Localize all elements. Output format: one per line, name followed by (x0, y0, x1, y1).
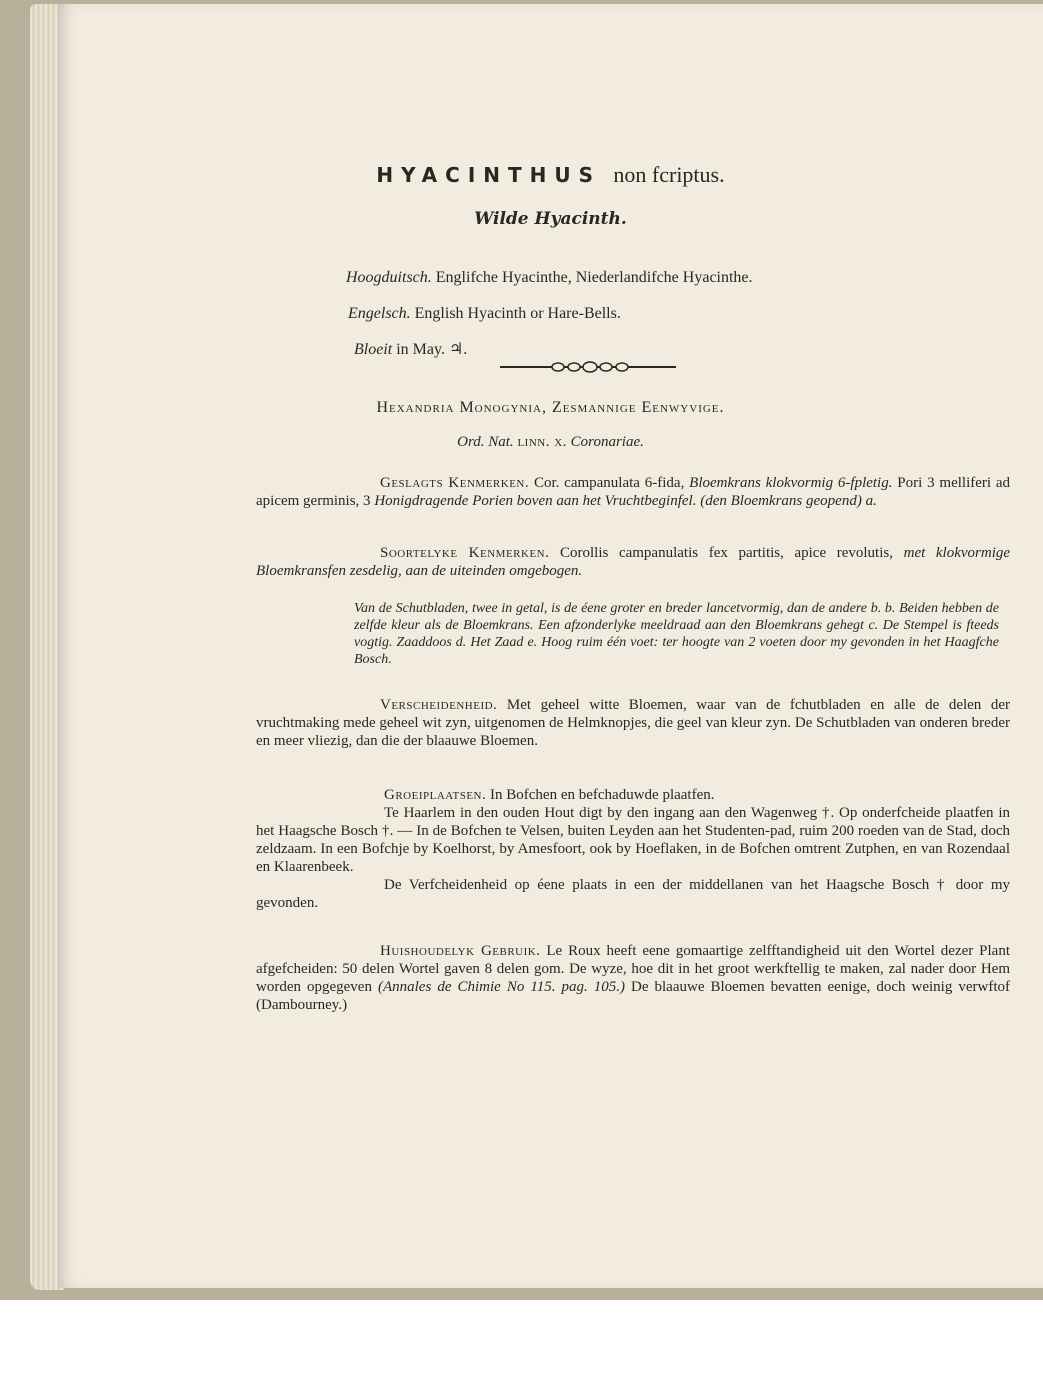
latin-text: Corollis campanulatis fex partitis, apice revolutis, (560, 545, 893, 561)
page-title (58, 162, 1043, 188)
name-label: Bloeit (354, 341, 393, 358)
dutch-text: Honigdragende Porien boven aan het Vruchtbeginfel. (den Bloemkrans geopend) a. (374, 493, 877, 509)
section-text: Le Roux heeft eene gomaartige zelfftandigheid uit den Wortel dezer Plant afgefcheiden: 50 delen Wortel gaven 8 delen gom. De wyze, hoe dit in het groot werkftellig te maken, zal nader door Hem worden opgegeven (256, 943, 1010, 995)
page-subtitle: Wilde Hyacinth. (474, 209, 627, 229)
household-use-section (256, 942, 1010, 1014)
ornament-divider (498, 360, 678, 374)
order-linn: linn. x. (517, 434, 567, 450)
habitat-locations: Te Haarlem in den ouden Hout digt by den ingang aan den Wagenweg †. Op onderfcheide plaatfen in het Haagsche Bosch †. — In de Bofchen te Velsen, buiten Leyden aan het Studenten-pad, ruim 200 roeden van de Stad, doch zeldzaam. In een Bofchje by Koelhorst, by Amesfoort, ook by Hoeflaken, in de Bofchen omtrent Zutphen, en van Rozendaal en Klaarenbeek. (256, 805, 1010, 875)
habitat-section (256, 786, 1010, 912)
section-text: De blaauwe Bloemen bevatten eenige, doch weinig verwftof (Dambourney.) (256, 979, 1010, 1013)
title-species: non fcriptus. (613, 162, 725, 187)
title-genus: HYACINTHUS (376, 163, 602, 187)
description-note: Van de Schutbladen, twee in getal, is de éene groter en breder lancetvormig, dan de andere b. b. Beiden hebben de zelfde kleur als de Bloemkrans. Een afzonderlyke meeldraad aan den Bloemkrans gehegt c. De Stempel is fteeds vogtig. Zaaddoos d. Het Zaad e. Hoog ruim één voet: ter hoogte van 2 voeten door my gevonden in het Haagfche Bosch. (354, 601, 999, 667)
section-head: Verscheidenheid. (380, 697, 498, 713)
classification: Hexandria Monogynia, Zesmannige Eenwyvige. (376, 399, 725, 416)
dutch-text: met klokvormige Bloemkransfen zesdelig, aan de uiteinden omgebogen. (256, 545, 1011, 579)
genus-characters (256, 474, 1010, 510)
section-text: Met geheel witte Bloemen, waar van de fchutbladen en alle de delen der vruchtmaking mede geheel wit zyn, uitgenomen de Helmknopjes, die geel van kleur zyn. De Schutbladen van onderen breder en meer vliezig, dan die der blaauwe Bloemen. (256, 697, 1011, 749)
section-head: Soortelyke Kenmerken. (380, 545, 550, 561)
section-head: Groeiplaatsen. (384, 787, 487, 803)
habitat-intro (256, 786, 1010, 804)
common-names (346, 260, 753, 368)
natural-order (58, 434, 1043, 451)
variety-section (256, 696, 1010, 750)
name-line (346, 260, 753, 296)
name-line (346, 296, 753, 332)
habitat-variety: De Verfcheidenheid op éene plaats in een der middellanen van het Haagsche Bosch † door my gevonden. (256, 877, 1010, 911)
order-pre: Ord. Nat. (457, 434, 514, 450)
section-text: In Bofchen en befchaduwde plaatfen. (490, 787, 715, 803)
order-post: Coronariae. (570, 434, 644, 450)
name-text: in May. ♃. (396, 341, 468, 358)
section-head: Huishoudelyk Gebruik. (380, 943, 541, 959)
reference-citation: (Annales de Chimie No 115. pag. 105.) (377, 979, 625, 995)
section-head: Geslagts Kenmerken. (380, 475, 530, 491)
name-label: Hoogduitsch. (346, 269, 432, 286)
latin-text: Pori 3 melliferi ad apicem germinis, 3 (256, 475, 1011, 509)
dutch-text: Bloemkrans klokvormig 6-fpletig. (689, 475, 893, 491)
species-characters (256, 544, 1010, 580)
latin-text: Cor. campanulata 6-fida, (533, 475, 685, 491)
name-text: Englifche Hyacinthe, Niederlandifche Hyacinthe. (435, 269, 753, 286)
name-label: Engelsch. (348, 305, 411, 322)
name-text: English Hyacinth or Hare-Bells. (414, 305, 621, 322)
book-page (58, 4, 1043, 1288)
